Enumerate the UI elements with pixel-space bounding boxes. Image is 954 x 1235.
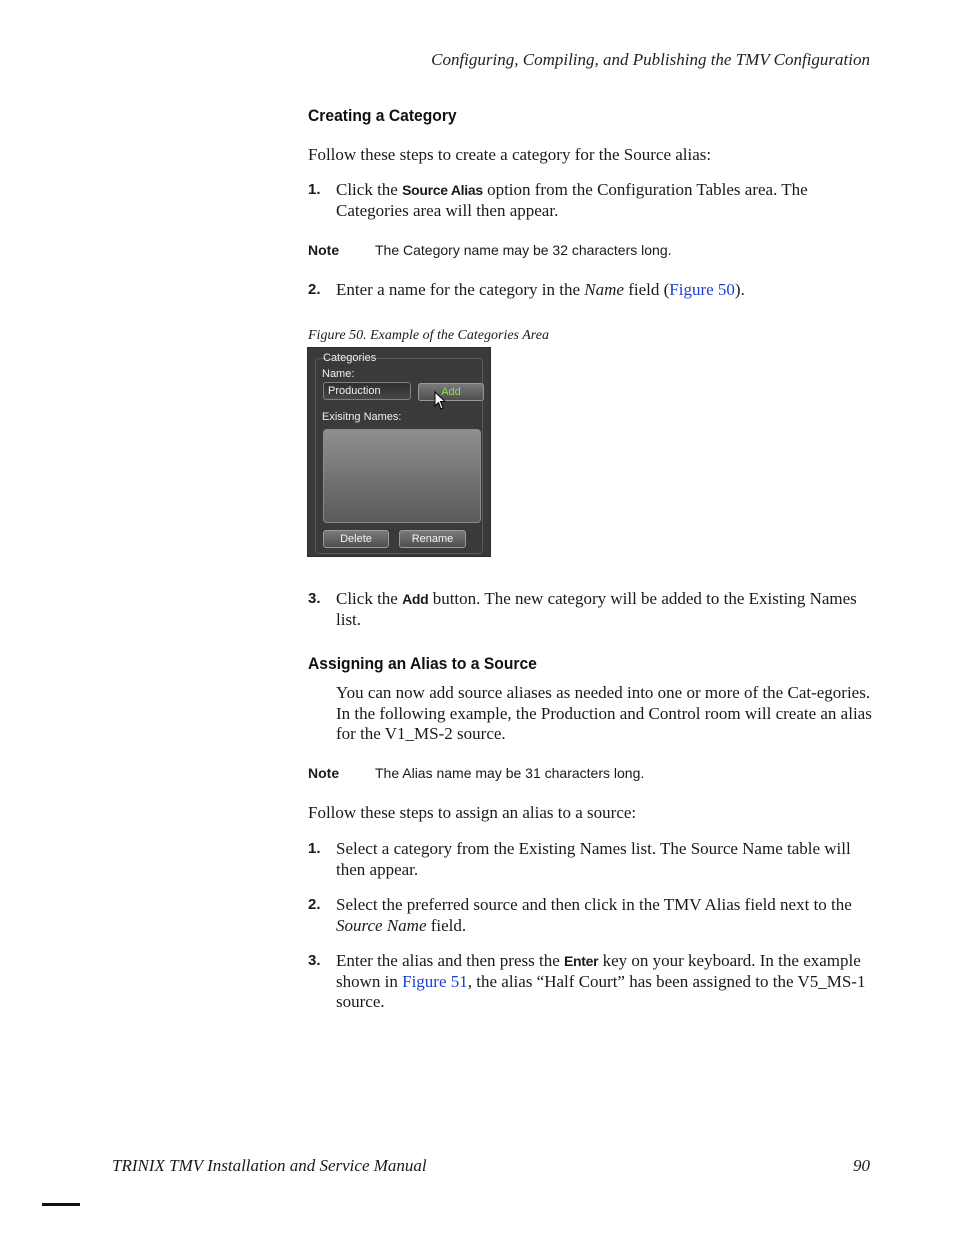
ui-term-source-alias: Source Alias xyxy=(402,182,483,198)
step-3-category xyxy=(308,589,874,630)
figure-51-link[interactable]: Figure 51 xyxy=(402,971,468,991)
note-label: Note xyxy=(308,765,340,781)
footer-manual-title: TRINIX TMV Installation and Service Manual xyxy=(112,1156,427,1175)
figure-50-link[interactable]: Figure 50 xyxy=(669,280,735,299)
step-text: Enter a name for the category in the Name field (Figure 50). xyxy=(336,280,745,299)
mouse-pointer-icon xyxy=(434,391,448,411)
intro-paragraph: Follow these steps to create a category for the Source alias: xyxy=(308,145,712,164)
step-number: 1. xyxy=(308,181,321,198)
step-1-alias xyxy=(308,839,874,880)
rename-button[interactable]: Rename xyxy=(399,530,466,548)
note-text: The Alias name may be 31 characters long. xyxy=(375,765,645,781)
section-heading-assigning-alias: Assigning an Alias to a Source xyxy=(308,654,537,673)
step-text: Click the Add button. The new category will be added to the Existing Names list. xyxy=(336,589,857,629)
step-number: 1. xyxy=(308,840,321,857)
delete-button[interactable]: Delete xyxy=(323,530,389,548)
note-alias-length xyxy=(308,765,874,781)
step-2-alias xyxy=(308,895,874,936)
figure-caption: Figure 50. Example of the Categories Area xyxy=(308,328,549,343)
existing-names-label: Exisitng Names: xyxy=(322,411,402,423)
page-number: 90 xyxy=(853,1156,870,1175)
step-number: 2. xyxy=(308,896,321,913)
footer-rule xyxy=(42,1203,80,1206)
step-number: 3. xyxy=(308,952,321,969)
step-text: Select a category from the Existing Names list. The Source Name table will then appear. xyxy=(336,839,851,879)
add-button[interactable]: Add xyxy=(418,383,484,401)
step-1-category xyxy=(308,180,874,221)
name-label: Name: xyxy=(322,368,355,380)
step-3-alias xyxy=(308,951,874,1013)
categories-panel-figure xyxy=(307,347,491,557)
step-number: 3. xyxy=(308,590,321,607)
step-text: Enter the alias and then press the Enter key on your keyboard. In the example shown in Figure 51, the alias “Half Court” has been assigned to the V5_MS-1 source. xyxy=(336,951,866,1011)
note-category-length xyxy=(308,242,874,258)
ui-term-enter: Enter xyxy=(564,953,599,969)
step-text: Select the preferred source and then click in the TMV Alias field next to the Source Name field. xyxy=(336,895,852,935)
alias-intro-paragraph: You can now add source aliases as needed into one or more of the Cat-egories. In the following example, the Production and Control room will create an alias for the V1_MS-2 source. xyxy=(336,683,872,743)
step-2-category xyxy=(308,280,874,301)
step-text: Click the Source Alias option from the Configuration Tables area. The Categories area will then appear. xyxy=(336,180,808,220)
section-heading-creating-category: Creating a Category xyxy=(308,106,457,125)
note-text: The Category name may be 32 characters long. xyxy=(375,242,672,258)
existing-names-list[interactable] xyxy=(323,429,481,523)
group-title: Categories xyxy=(323,352,377,364)
step-number: 2. xyxy=(308,281,321,298)
name-input[interactable]: Production xyxy=(323,382,411,400)
running-head: Configuring, Compiling, and Publishing the TMV Configuration xyxy=(431,50,870,69)
note-label: Note xyxy=(308,242,340,258)
ui-term-add: Add xyxy=(402,591,429,607)
alias-lead-paragraph: Follow these steps to assign an alias to a source: xyxy=(308,803,637,822)
